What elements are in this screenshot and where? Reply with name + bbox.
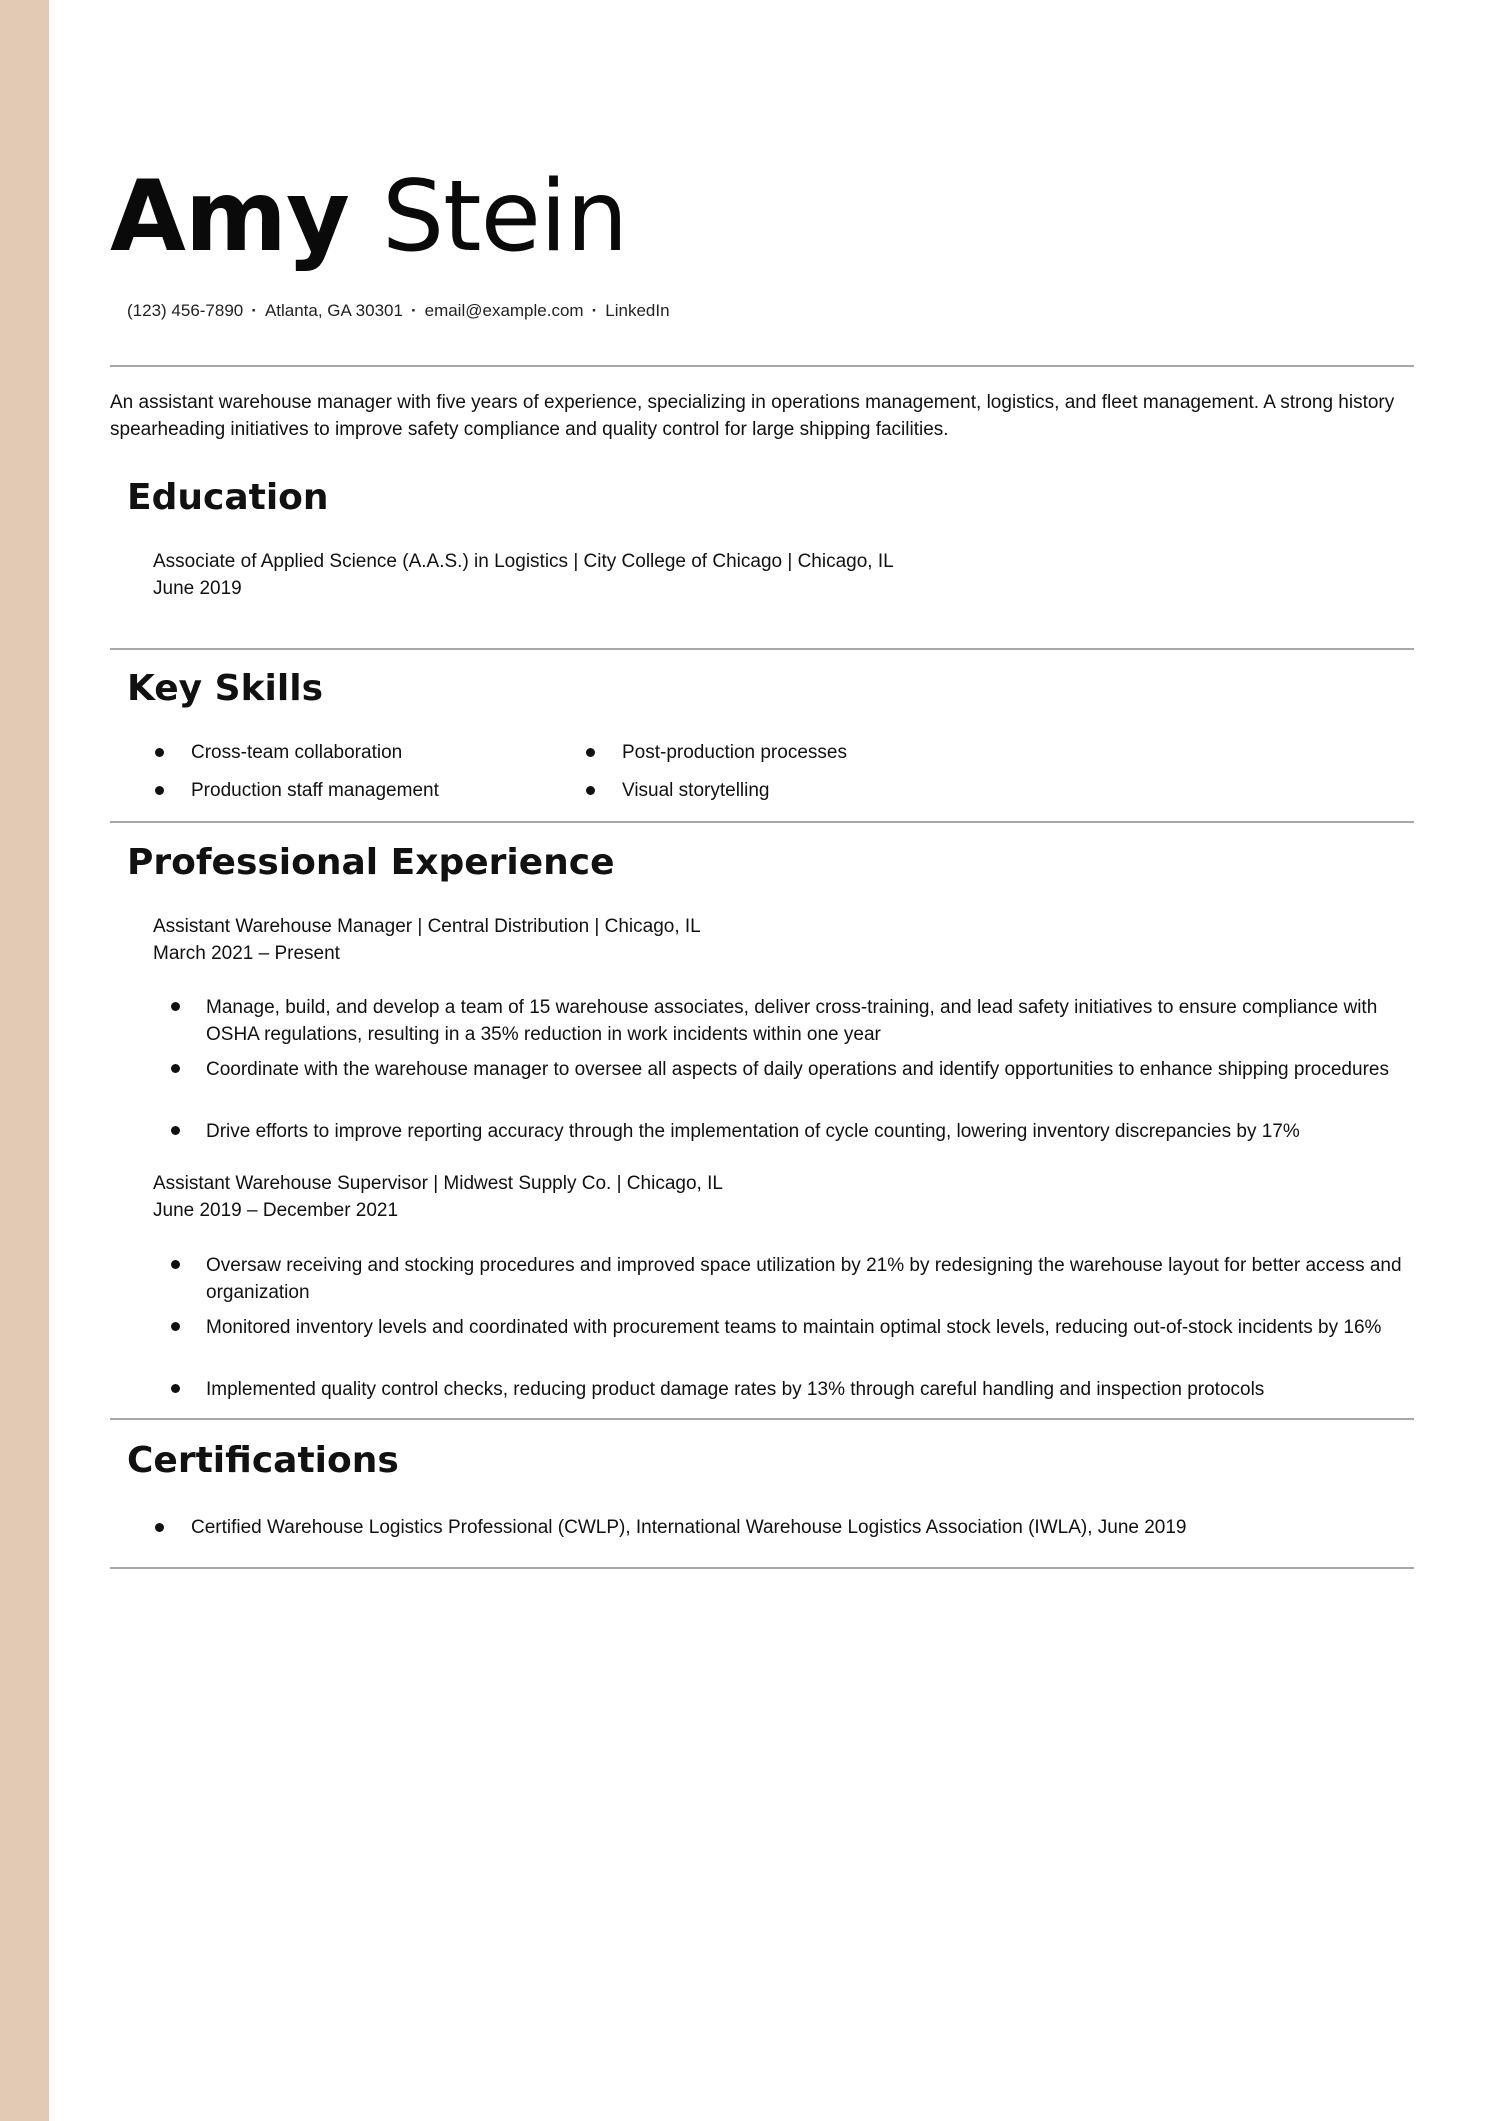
contact-separator: ·: [410, 301, 417, 320]
skill-item: Post-production processes: [622, 742, 847, 763]
education-heading: Education: [127, 477, 329, 518]
job-bullet-item: Oversaw receiving and stocking procedures and improved space utilization by 21% by redesigning the warehouse layout for better access and organization: [206, 1255, 1402, 1303]
bullet-icon: [155, 786, 164, 795]
contact-linkedin-link[interactable]: LinkedIn: [605, 301, 670, 320]
skills-heading: Key Skills: [127, 668, 323, 709]
skill-item: Visual storytelling: [622, 780, 770, 801]
bullet-icon: [586, 786, 595, 795]
candidate-name: [110, 160, 628, 274]
job-dates: June 2019 – December 2021: [153, 1200, 399, 1221]
bullet-icon: [171, 1260, 180, 1269]
bullet-icon: [155, 748, 164, 757]
section-divider: [110, 365, 1414, 367]
contact-phone: (123) 456-7890: [127, 301, 244, 320]
education-degree-line: Associate of Applied Science (A.A.S.) in Logistics | City College of Chicago | Chicago, IL: [153, 551, 894, 572]
section-divider: [110, 648, 1414, 650]
job-bullet-item: Coordinate with the warehouse manager to oversee all aspects of daily operations and identify opportunities to enhance shipping procedures: [206, 1059, 1389, 1080]
section-divider: [110, 821, 1414, 823]
bullet-icon: [171, 1064, 180, 1073]
experience-heading: Professional Experience: [127, 842, 615, 883]
certification-item: Certified Warehouse Logistics Professional (CWLP), International Warehouse Logistics Association (IWLA), June 2019: [191, 1517, 1187, 1538]
job-dates: March 2021 – Present: [153, 943, 340, 964]
job-bullet-item: Implemented quality control checks, reducing product damage rates by 13% through careful handling and inspection protocols: [206, 1379, 1265, 1400]
bullet-icon: [171, 1322, 180, 1331]
first-name: Amy: [110, 160, 349, 274]
bullet-icon: [155, 1523, 164, 1532]
contact-email[interactable]: email@example.com: [424, 301, 584, 320]
job-bullet-item: Monitored inventory levels and coordinated with procurement teams to maintain optimal stock levels, reducing out-of-stock incidents by 16%: [206, 1317, 1382, 1338]
job-heading: Assistant Warehouse Supervisor | Midwest Supply Co. | Chicago, IL: [153, 1173, 723, 1194]
summary-paragraph: An assistant warehouse manager with five years of experience, specializing in operations management, logistics, and fleet management. A strong history spearheading initiatives to improve safety compliance and quality control for large shipping facilities.: [110, 392, 1395, 440]
skill-item: Cross-team collaboration: [191, 742, 403, 763]
contact-line: [127, 301, 670, 321]
bullet-icon: [171, 1002, 180, 1011]
contact-separator: ·: [251, 301, 257, 320]
section-divider: [110, 1418, 1414, 1420]
contact-separator: ·: [591, 301, 598, 320]
job-bullet-item: Drive efforts to improve reporting accuracy through the implementation of cycle counting, lowering inventory discrepancies by 17%: [206, 1121, 1300, 1142]
accent-sidebar-bar: [0, 0, 49, 2121]
job-bullet-item: Manage, build, and develop a team of 15 warehouse associates, deliver cross-training, and lead safety initiatives to ensure compliance with OSHA regulations, resulting in a 35% reduction in work incidents within one year: [206, 997, 1378, 1045]
job-heading: Assistant Warehouse Manager | Central Distribution | Chicago, IL: [153, 916, 701, 937]
certifications-heading: Certifications: [127, 1440, 399, 1481]
contact-location: Atlanta, GA 30301: [264, 301, 403, 320]
section-divider: [110, 1567, 1414, 1569]
education-date: June 2019: [153, 578, 242, 599]
bullet-icon: [171, 1384, 180, 1393]
bullet-icon: [586, 748, 595, 757]
skill-item: Production staff management: [191, 780, 439, 801]
last-name: Stein: [381, 160, 628, 274]
bullet-icon: [171, 1126, 180, 1135]
